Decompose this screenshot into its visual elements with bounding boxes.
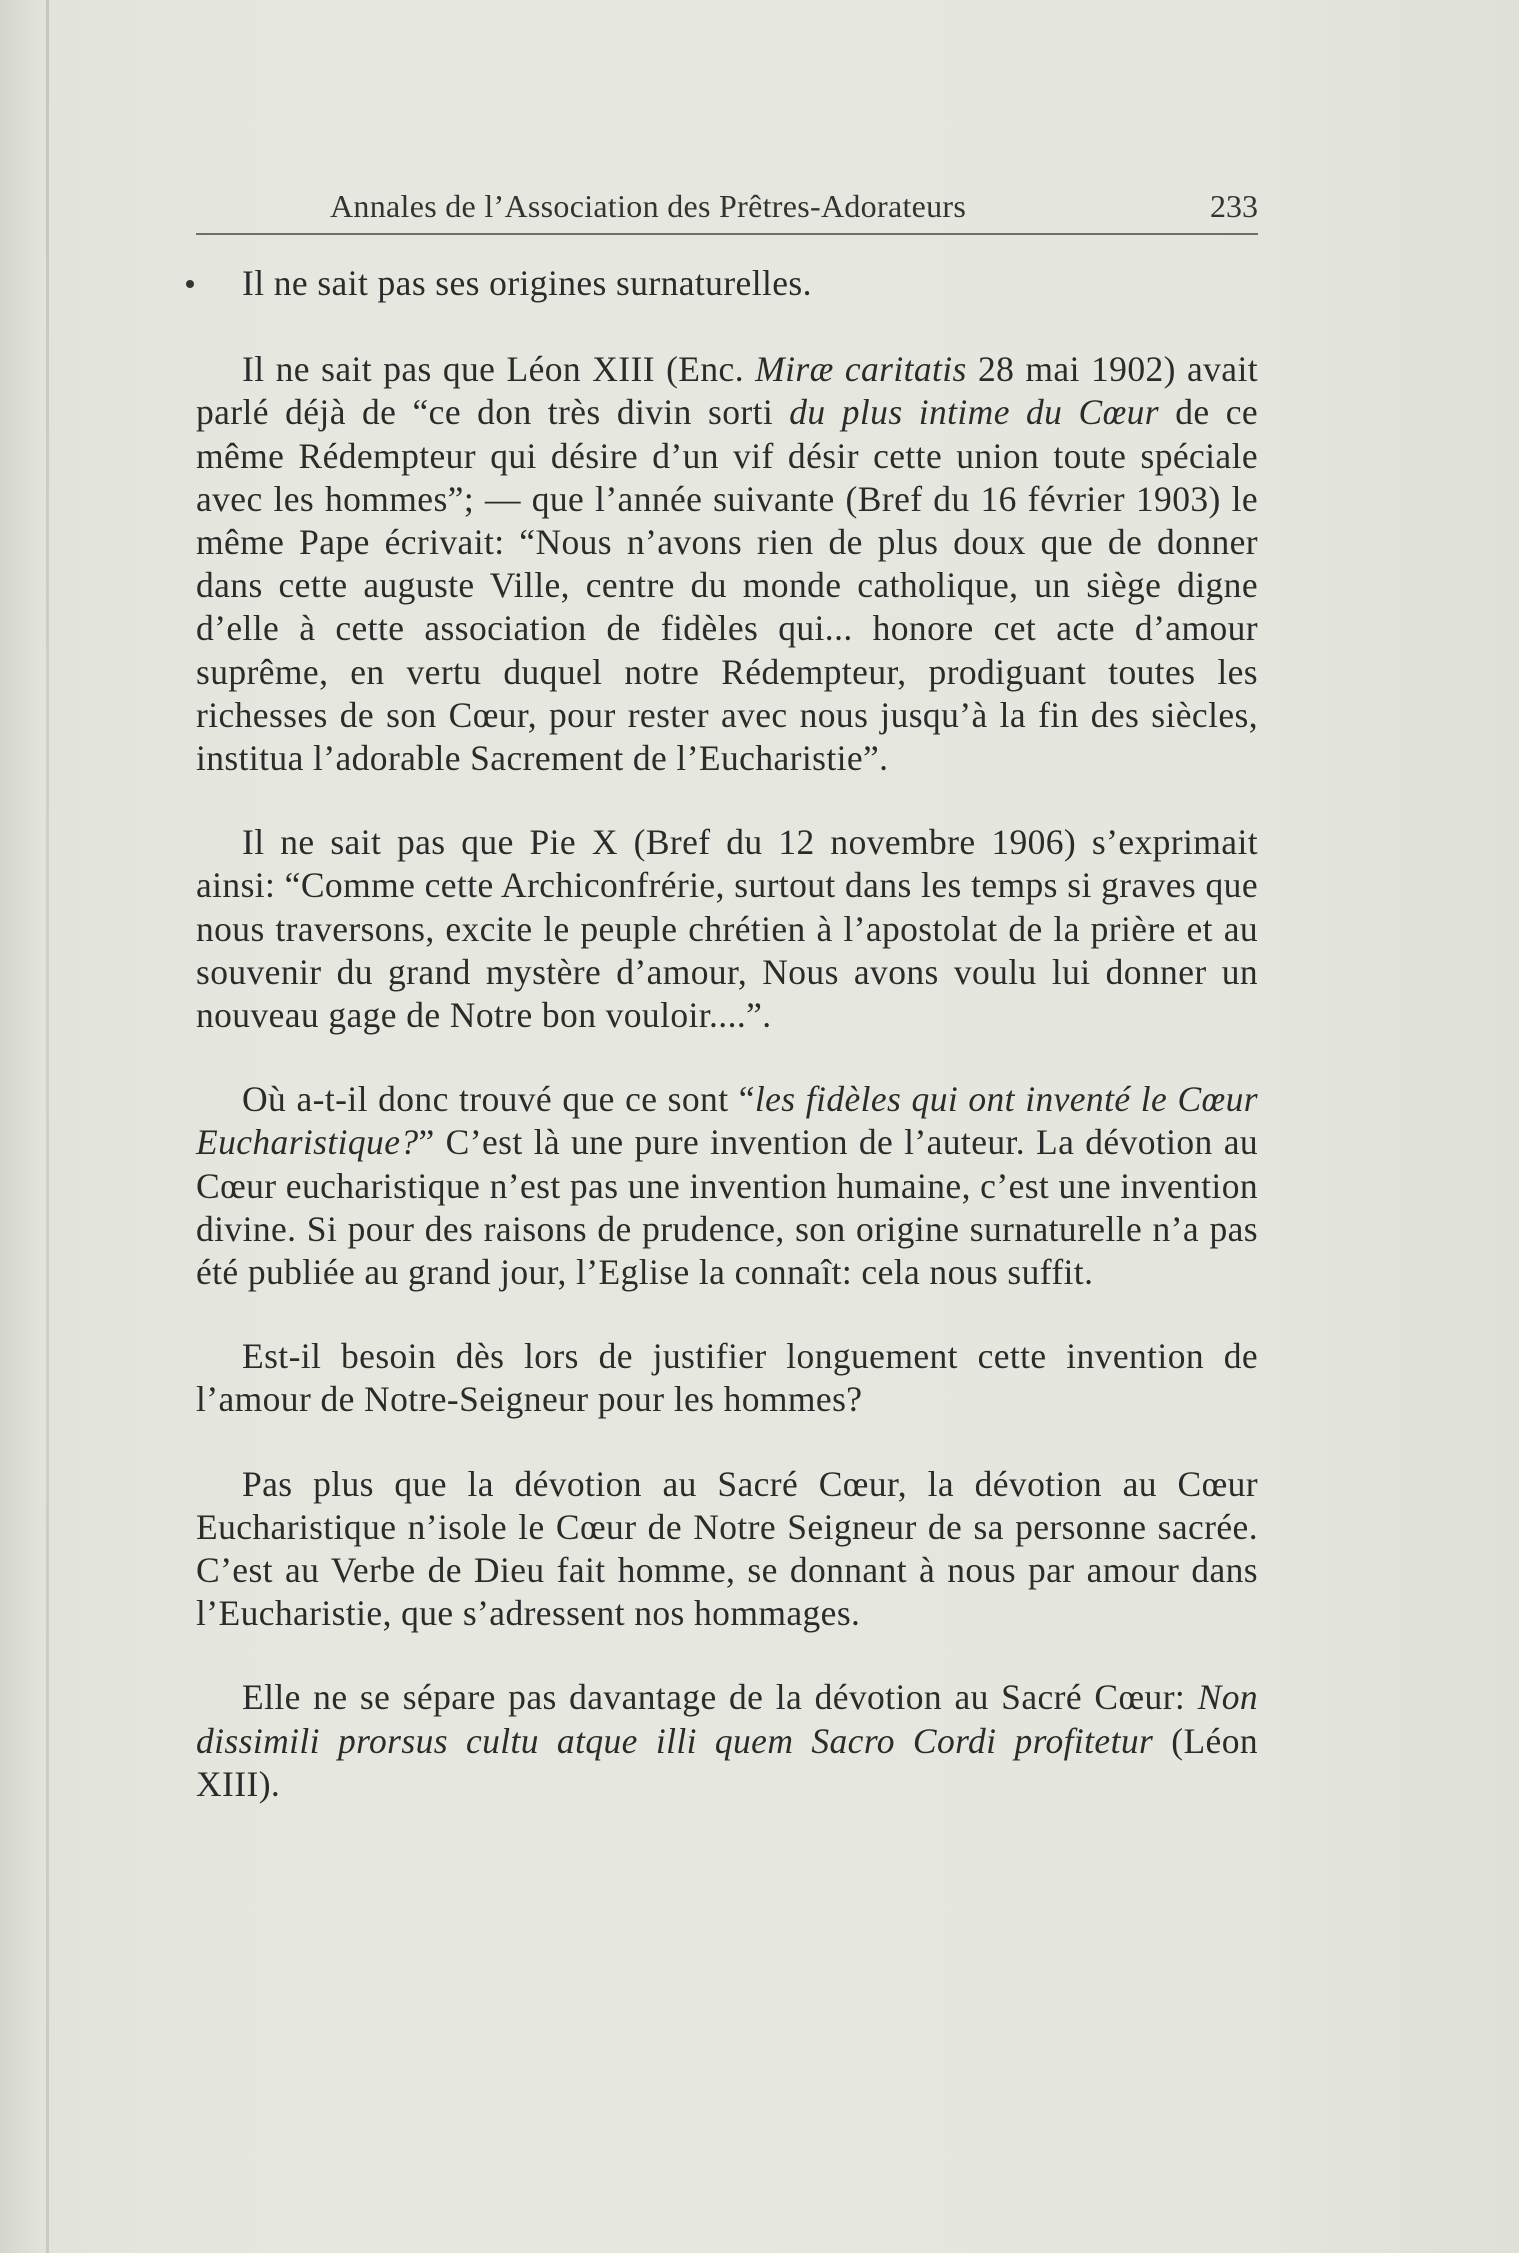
running-title: Annales de l’Association des Prêtres-Adorateurs [330,188,967,224]
paragraph-text: Il ne sait pas ses origines surnaturelles. [242,263,812,303]
paragraph-text: Est-il besoin dès lors de justifier longuement cette invention de l’amour de Notre-Seigneur pour les hommes? [196,1336,1258,1420]
paragraph [196,348,1258,780]
body-text [196,262,1258,1847]
paragraph [196,1676,1258,1806]
italic-latin-quote: Non dissimili prorsus cultu atque illi quem Sacro Cordi profitetur [196,1677,1258,1761]
paragraph [196,1335,1258,1421]
paragraph [196,1078,1258,1294]
italic-phrase: du plus intime du Cœur [789,392,1160,433]
paragraph-text: Où a-t-il donc trouvé que ce sont “ [242,1079,755,1120]
paragraph [196,821,1258,1037]
italic-title: Miræ caritatis [755,349,967,390]
paragraph-text: 28 mai 1902) avait parlé déjà de “ce don très divin sorti [196,349,1258,433]
paragraph-text: (Léon XIII). [196,1720,1258,1804]
binding-edge [46,0,49,2253]
paragraph-text: Pas plus que la dévotion au Sacré Cœur, la dévotion au Cœur Eucharistique n’isole le Cœur de Notre Seigneur de sa personne sacrée. C’est au Verbe de Dieu fait homme, se donnant à nous par amour dans l’Eucharistie, que s’adressent nos hommages. [196,1463,1258,1634]
paragraph-text: Elle ne se sépare pas davantage de la dévotion au Sacré Cœur: [242,1677,1198,1718]
paragraph-text: Il ne sait pas que Pie X (Bref du 12 novembre 1906) s’exprimait ainsi: “Comme cette Archiconfrérie, surtout dans les temps si graves que nous traversons, excite le peuple chrétien à l’apostolat de la prière et au souvenir du grand mystère d’amour, Nous avons voulu lui donner un nouveau gage de Notre bon vouloir....”. [196,822,1258,1036]
paragraph [196,262,1258,305]
paragraph-text: ” C’est là une pure invention de l’auteur. La dévotion au Cœur eucharistique n’est pas une invention humaine, c’est une invention divine. Si pour des raisons de prudence, son origine surnaturelle n’a pas été publiée au grand jour, l’Eglise la connaît: cela nous suffit. [196,1122,1258,1293]
header-rule [196,233,1258,235]
paragraph-text: de ce même Rédempteur qui désire d’un vif désir cette union toute spéciale avec les hommes”; — que l’année suivante (Bref du 16 février 1903) le même Pape écrivait: “Nous n’avons rien de plus doux que de donner dans cette auguste Ville, centre du monde catholique, un siège digne d’elle à cette association de fidèles qui... honore cet acte d’amour suprême, en vertu duquel notre Rédempteur, prodiguant toutes les richesses de son Cœur, pour rester avec nous jusqu’à la fin des siècles, institua l’adorable Sacrement de l’Eucharistie”. [196,392,1259,779]
italic-quote: les fidèles qui ont inventé le Cœur Eucharistique? [196,1079,1258,1163]
paragraph [196,1463,1258,1636]
page-number: 233 [1210,188,1258,224]
bullet-mark [186,280,194,288]
paragraph-text: Il ne sait pas que Léon XIII (Enc. [242,349,756,390]
